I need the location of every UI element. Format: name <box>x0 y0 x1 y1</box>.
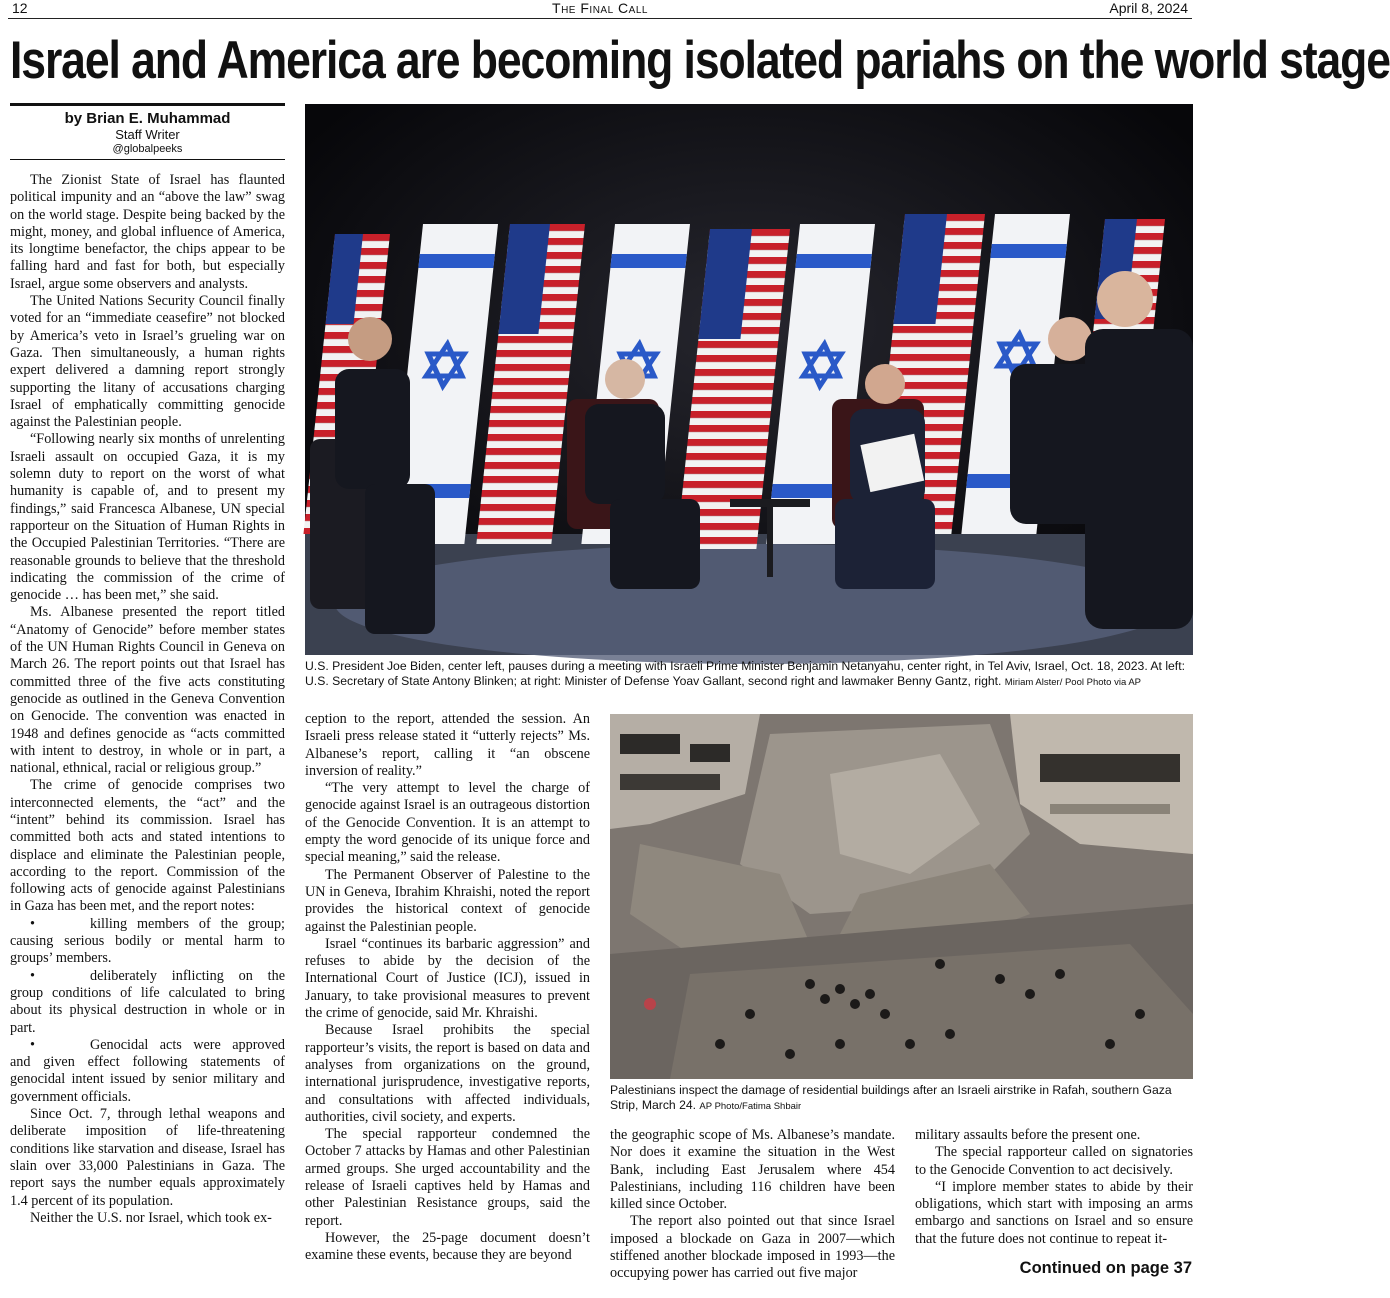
article-column-4 <box>915 1127 1193 1252</box>
paragraph: However, the 25-page document doesn’t examine these events, because they are beyond <box>305 1229 590 1264</box>
bullet-item <box>10 968 285 1037</box>
bullet-item <box>10 1037 285 1106</box>
publication-name: The Final Call <box>552 0 648 16</box>
caption-text: Palestinians inspect the damage of residential buildings after an Israeli airstrike in Rafah, southern Gaza Strip, March 24. <box>610 1083 1172 1112</box>
paragraph: The United Nations Security Council finally voted for an “immediate ceasefire” not blocked by America’s veto in Israel’s grueling war on Gaza. Then simultaneously, a human rights expert delivered a damning report strongly supporting the litany of accusations charging Israel of emphatically committing genocide against the Palestinian people. <box>10 293 285 431</box>
article-column-3 <box>610 1127 895 1294</box>
rubble-photo-caption <box>610 1083 1193 1114</box>
paragraph: Since Oct. 7, through lethal weapons and deliberate imposition of life-threatening conditions like starvation and disease, Israel has slain over 33,000 Palestinians in Gaza. The report says the number equals approximately 1.4 percent of its population. <box>10 1106 285 1209</box>
bullet-text: killing members of the group; causing serious bodily or mental harm to groups’ members. <box>10 915 285 967</box>
paragraph: Because Israel prohibits the special rapporteur’s visits, the report is based on data and analyses from organizations on the ground, international jurisprudence, investigative reports, and consultations with affected individuals, authorities, civil society, and experts. <box>305 1022 590 1125</box>
meeting-photo-caption <box>305 659 1193 690</box>
paragraph: The Permanent Observer of Palestine to the UN in Geneva, Ibrahim Khraishi, noted the report provides the historical context of genocide against the Palestinian people. <box>305 866 590 935</box>
paragraph: “I implore member states to abide by their obligations, which start with imposing an arms embargo and sanctions on Israel and so ensure that the future does not continue to repeat it- <box>915 1178 1193 1247</box>
paragraph: Neither the U.S. nor Israel, which took ex- <box>30 1209 272 1226</box>
paragraph: The Zionist State of Israel has flaunted political impunity and an “above the law” swag on the world stage. Despite being backed by the might, money, and global influence of America, its longtime benefactor, the chips appear to be falling hard and fast for both, but especially Israel, argue some observers and analysts. <box>10 172 285 292</box>
rubble-photo-illustration <box>610 714 1193 1079</box>
page-number: 12 <box>12 0 28 16</box>
bullet-marker: • <box>30 967 35 984</box>
headline: Israel and America are becoming isolated pariahs on the world stage <box>10 31 1390 90</box>
paragraph: The special rapporteur called on signatories to the Genocide Convention to act decisively. <box>915 1144 1193 1178</box>
bullet-marker: • <box>30 915 35 932</box>
article-column-1 <box>10 172 285 1294</box>
meeting-photo-illustration <box>305 104 1193 655</box>
paragraph: “Following nearly six months of unrelenting Israeli assault on occupied Gaza, it is my solemn duty to report on the worst of what humanity is capable of, and to present my findings,” said Francesca Albanese, UN special rapporteur on the Situation of Human Rights in the Occupied Palestinian Territories. “There are reasonable grounds to believe that the threshold indicating the commission of the crime of genocide … has been met,” she said. <box>10 431 285 604</box>
article-column-2 <box>305 711 590 1294</box>
paragraph: Israel “continues its barbaric aggression” and refuses to abide by the decision of the International Court of Justice (ICJ), issued in January, to take provisional measures to prevent the crime of genocide, said Mr. Khraishi. <box>305 935 590 1022</box>
author-handle: @globalpeeks <box>112 143 183 155</box>
paragraph-continued: the geographic scope of Ms. Albanese’s mandate. Nor does it examine the situation in the West Bank, including East Jerusalem where 454 Palestinians, including 116 children have been killed since October. <box>610 1127 895 1213</box>
bullet-item <box>10 916 285 968</box>
paragraph-continued: ception to the report, attended the session. An Israeli press release stated it “utterly rejects” Ms. Albanese’s report, calling it “an obscene inversion of reality.” <box>305 711 590 779</box>
continued-jump-line: Continued on page 37 <box>1019 1259 1192 1277</box>
author-role: Staff Writer <box>115 127 180 142</box>
caption-text: U.S. President Joe Biden, center left, pauses during a meeting with Israeli Prime Minister Benjamin Netanyahu, center right, in Tel Aviv, Israel, Oct. 18, 2023. At left: U.S. Secretary of State Antony Blinken; at right: Minister of Defense Yoav Gallant, second right and lawmaker Benny Gantz, right. <box>305 659 1185 688</box>
byline <box>10 103 285 160</box>
paragraph-continued: military assaults before the present one. <box>915 1127 1141 1143</box>
paragraph: The crime of genocide comprises two interconnected elements, the “act” and the “intent” behind its commission. Israel has committed both acts and stated intentions to displace and eliminate the Palestinian people, according to the report. Commission of the following acts of genocide against Palestinians in Gaza has been met, and the report notes: <box>10 777 285 915</box>
issue-date: April 8, 2024 <box>1109 0 1188 16</box>
photo-credit: AP Photo/Fatima Shbair <box>699 1101 802 1112</box>
bullet-text: deliberately inflicting on the group conditions of life calculated to bring about its physical destruction in whole or in part. <box>10 967 285 1036</box>
paragraph: “The very attempt to level the charge of genocide against Israel is an outrageous distortion of the Genocide Convention. It is an attempt to empty the word genocide of its unique force and special meaning,” said the release. <box>305 780 590 866</box>
paragraph: The special rapporteur condemned the October 7 attacks by Hamas and other Palestinian armed groups. She urged accountability and the release of Israeli captives held by Hamas and other Palestinian Resistance groups, said the report. <box>305 1126 590 1229</box>
page-folio <box>8 0 1192 19</box>
bullet-text: Genocidal acts were approved and given effect following statements of genocidal intent issued by senior military and government officials. <box>10 1036 285 1105</box>
meeting-photo <box>305 104 1193 655</box>
photo-credit: Miriam Alster/ Pool Photo via AP <box>1004 677 1142 688</box>
author-name: by Brian E. Muhammad <box>64 110 231 127</box>
paragraph: The report also pointed out that since Israel imposed a blockade on Gaza in 2007—which stiffened another blockade imposed in 1993—the occupying power has carried out five major <box>610 1213 895 1282</box>
paragraph: Ms. Albanese presented the report titled “Anatomy of Genocide” before member states of the UN Human Rights Council in Geneva on March 26. The report points out that Israel has committed three of the five acts constituting genocide as outlined in the Geneva Convention on Genocide. The convention was enacted in 1948 and defines genocide as “acts committed with intent to destroy, in whole or in part, a national, ethnical, racial or religious group.” <box>10 604 285 777</box>
bullet-marker: • <box>30 1036 35 1053</box>
rubble-photo <box>610 714 1193 1079</box>
